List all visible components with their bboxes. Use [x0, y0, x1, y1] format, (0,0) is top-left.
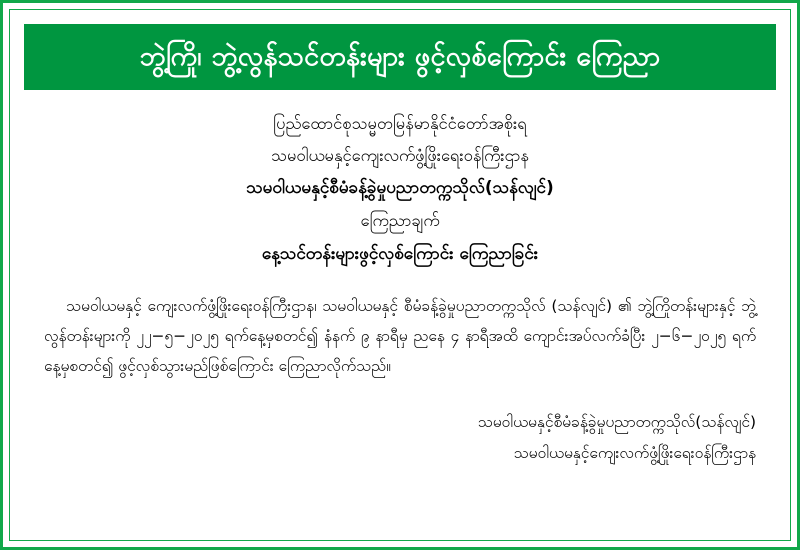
banner-title: ဘွဲ့ကြို၊ ဘွဲ့လွန်သင်တန်းများ ဖွင့်လှစ်ကြောင်း ကြေညာ — [139, 41, 661, 73]
announcement-paragraph: သမဝါယမနှင့် ကျေးလက်ဖွံ့ဖြိုးရေးဝန်ကြီးဌာန၊ သမဝါယမနှင့် စီမံခန့်ခွဲမှုပညာတက္ကသိုလ် (သန်လျင်) ၏ ဘွဲ့ကြိုတန်းများနှင့် ဘွဲ့လွန်တန်းများကို ၂၂−၅−၂၀၂၅ ရက်နေ့မှစတင်၍ နံနက် ၉ နာရီမှ ညနေ ၄ နာရီအထိ ကျောင်းအပ်လက်ခံပြီး ၂−၆−၂၀၂၅ ရက်နေ့မှစတင်၍ ဖွင့်လှစ်သွားမည်ဖြစ်ကြောင်း ကြေညာလိုက်သည်။ — [44, 296, 756, 376]
signature-line-ministry: သမဝါယမနှင့်ကျေးလက်ဖွံ့ဖြိုးရေးဝန်ကြီးဌာန — [513, 443, 756, 462]
header-line-government: ပြည်ထောင်စုသမ္မတမြန်မာနိုင်ငံတော်အစိုးရ — [273, 114, 527, 133]
signature-line-university: သမဝါယမနှင့်စီမံခန့်ခွဲမှုပညာတက္ကသိုလ်(သန်လျင်) — [477, 413, 756, 432]
header-line-subject: နေ့သင်တန်းများဖွင့်လှစ်ကြောင်း ကြေညာခြင်း — [261, 243, 539, 264]
announcement-banner — [24, 24, 776, 90]
announcement-inner-frame — [9, 9, 791, 541]
header-line-announcement: ကြေညာချက် — [360, 211, 440, 231]
announcement-body — [10, 90, 790, 468]
header-line-ministry: သမဝါယမနှင့်ကျေးလက်ဖွံ့ဖြိုးရေးဝန်ကြီးဌာန — [271, 146, 529, 166]
header-block — [44, 108, 756, 271]
header-line-university: သမဝါယမနှင့်စီမံခန့်ခွဲမှုပညာတက္ကသိုလ်(သန်လျင်) — [246, 178, 554, 199]
signature-block — [44, 407, 756, 467]
